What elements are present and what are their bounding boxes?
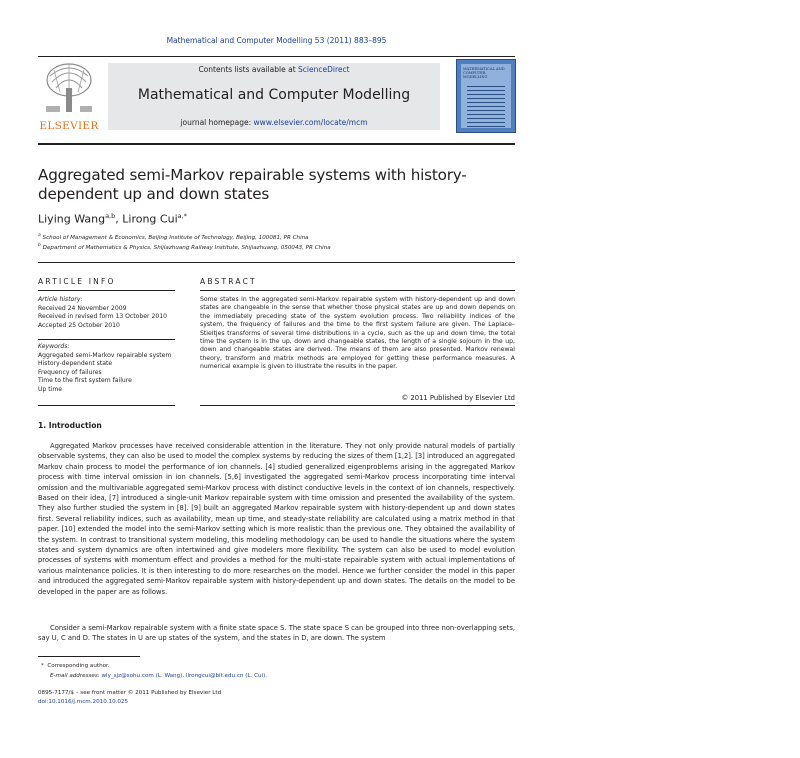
journal-title: Mathematical and Computer Modelling (137, 87, 411, 103)
elsevier-logo[interactable] (38, 60, 100, 132)
homepage-link[interactable]: www.elsevier.com/locate/mcm (253, 118, 368, 127)
doi-link[interactable]: doi:10.1016/j.mcm.2010.10.025 (38, 699, 129, 705)
article-info-rule (38, 290, 175, 291)
corresponding-mark: * (41, 663, 44, 669)
affiliation-marker: b (38, 243, 41, 248)
contents-line (108, 65, 440, 74)
abstract-heading: ABSTRACT (200, 277, 257, 286)
keywords (38, 343, 178, 394)
email-footnote (50, 673, 267, 679)
affiliation-text: School of Management & Economics, Beijing Institute of Technology, Beijing, 100081, PR China (42, 234, 309, 241)
keyword-item: Up time (38, 385, 63, 393)
affiliation-text: Department of Mathematics & Physics, Shijiazhuang Railway Institute, Shijiazhuang, 050043, PR China (42, 244, 331, 251)
history-label: Article history: (38, 296, 83, 303)
abstract-bottom-rule (200, 405, 515, 406)
homepage-line (108, 118, 440, 127)
header-bottom-rule (38, 143, 515, 145)
elsevier-wordmark: ELSEVIER (39, 120, 99, 132)
corresponding-footnote (41, 663, 110, 669)
journal-citation[interactable]: Mathematical and Computer Modelling 53 (2011) 883–895 (166, 36, 387, 45)
keywords-rule (38, 339, 175, 340)
issn-line: 0895-7177/$ – see front matter © 2011 Published by Elsevier Ltd (38, 690, 222, 696)
corresponding-text: Corresponding author. (47, 663, 110, 669)
affiliation-b (38, 243, 331, 251)
intro-paragraph: Aggregated Markov processes have received considerable attention in the literature. They not only provide natural models of partially observable systems, they can also be used to model the complex systems by reducing the sizes of them [1,2]. [3] introduced an aggregated Markov chain process to model the performance of ion channels. [4] studied generalized eigenproblems arising in the aggregated Markov process with time interval omission in ion channels. [5,6] investigated the aggregated semi-Markov process incorporating time interval omission and the multivariable aggregated semi-Markov process with distinct conductive levels in the context of ion channels, respectively. Based on their idea, [7] introduced a single-unit Markov repairable system with time omission and presented the availability of the system. They also further studied the system in [8]. [9] built an aggregated Markov repairable system with history-dependent up and down states first. Several reliability indices, such as availability, mean up time, and steady-state reliability are calculated using a matrix method in that paper. [10] extended the model into the semi-Markov setting which is more realistic than the previous one. They obtained the availability of the system. In contrast to transitional system modeling, this modeling methodology can be used to handle the situations where the system states and system dynamics are often intertwined and give modelers more flexibility. The system can also be used to model evolution processes of systems with momentum effect and provides a method for the multi-state repairable system with actual implementations of various maintenance policies. It is then interesting to do more researches on the model. Hence we further consider the model in this paper and introduced the aggregated semi-Markov repairable system with history-dependent up and down states. The details on the model to be developed in the paper are as follows. (38, 442, 515, 596)
author-name[interactable]: Lirong Cui (122, 212, 178, 226)
sciencedirect-link[interactable]: ScienceDirect (298, 65, 350, 74)
author-affiliation-marker: a,* (177, 212, 187, 220)
affiliation-marker: a (38, 233, 41, 238)
section-heading-introduction: 1. Introduction (38, 421, 102, 430)
intro-paragraph: Consider a semi-Markov repairable system with a finite state space S. The state space S can be grouped into three non-overlapping sets, say U, C and D. The states in U are up states of the system, and the states in D, are down. The system (38, 624, 515, 643)
keyword-item: Time to the first system failure (38, 377, 132, 384)
journal-banner (108, 63, 440, 130)
author-list: Liying Wang$^{a,b}$, Lirong Cui$^{a,*}$ (38, 212, 187, 226)
author-name[interactable]: Liying Wang (38, 212, 106, 226)
elsevier-tree-icon (42, 62, 96, 114)
article-info-heading: ARTICLE INFO (38, 277, 116, 286)
homepage-prefix: journal homepage: (180, 118, 254, 127)
email-addresses[interactable]: wly_sjz@sohu.com (L. Wang), lirongcui@bit.edu.cn (L. Cui). (101, 673, 268, 679)
history-revised: Received in revised form 13 October 2010 (38, 313, 167, 320)
article-title: Aggregated semi-Markov repairable systems with history-dependent up and down states (38, 166, 467, 203)
journal-cover-thumbnail[interactable] (456, 59, 516, 133)
author-affiliation-marker: a,b (105, 212, 116, 220)
article-history (38, 296, 178, 330)
footnote-rule (38, 656, 140, 657)
header-top-rule (38, 56, 515, 57)
cover-panel (461, 64, 511, 128)
front-matter-rule (38, 262, 515, 263)
history-received: Received 24 November 2009 (38, 304, 127, 312)
abstract-rule (200, 290, 515, 291)
keyword-item: Aggregated semi-Markov repairable system (38, 351, 172, 359)
history-accepted: Accepted 25 October 2010 (38, 321, 120, 329)
abstract-text: Some states in the aggregated semi-Markov repairable system with history-dependent up and down states are changeable in the sense that whether those physical states are up and down depends on the immediately preceding state of the system evolution process. Two reliability indices of the system, the frequency of failures and the time to the first system failure are given. The Laplace–Stieltjes transforms of several time distributions in a cycle, such as the up and down time, the total time the system is in the up, down and changeable states, the length of a single sojourn in the up, down and changeable states are derived. The means of them are also presented. Markov renewal theory, transform and matrix methods are employed for getting these performance measures. A numerical example is given to illustrate the results in the paper. (200, 296, 515, 371)
contents-prefix: Contents lists available at (198, 65, 299, 74)
keyword-item: History-dependent state (38, 360, 113, 367)
affiliation-a (38, 233, 309, 241)
copyright-line: © 2011 Published by Elsevier Ltd (401, 394, 515, 402)
email-label: E-mail addresses: (50, 673, 100, 679)
keyword-item: Frequency of failures (38, 368, 102, 376)
keywords-label: Keywords: (38, 343, 70, 350)
cover-contents-lines (467, 86, 505, 130)
cover-title: MATHEMATICAL AND COMPUTER MODELLING (463, 67, 505, 79)
article-info-bottom-rule (38, 405, 175, 406)
